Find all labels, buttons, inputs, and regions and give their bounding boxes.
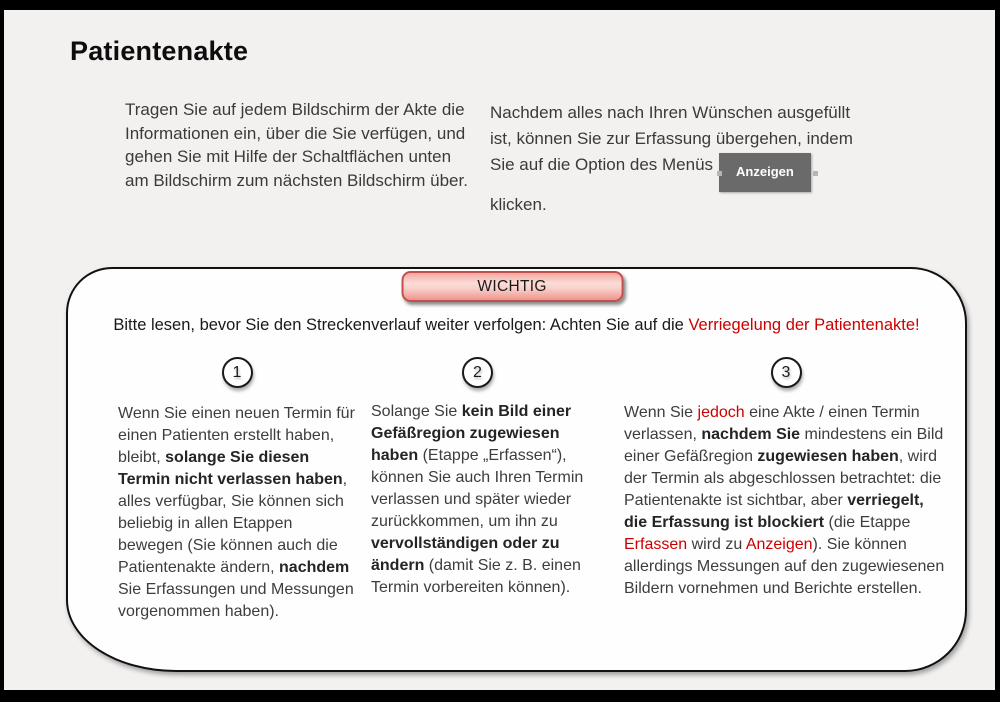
- step-number: 2: [473, 363, 482, 381]
- step-text: Wenn Sie jedoch eine Akte / einen Termin verlassen, nachdem Sie mindestens ein Bild einer Gefäßregion zugewiesen haben, wird der Termin als abgeschlossen betrachtet: die Patientenakte ist sichtbar, aber verriegelt, die Erfassung ist blockiert (die Etappe Erfassen wird zu Anzeigen). Sie können allerdings Messungen auf den zugewiesenen Bildern vornehmen und Berichte erstellen.: [624, 404, 945, 597]
- step-number-badge: [771, 357, 802, 388]
- step-number: 1: [232, 363, 242, 381]
- step-column-1: [118, 357, 356, 623]
- wichtig-badge-label: WICHTIG: [477, 277, 547, 295]
- step-text: Solange Sie kein Bild einer Gefäßregion zugewiesen haben (Etappe „Erfassen“), können Sie auch Ihren Termin verlassen und später wieder zurückkommen, um ihn zu vervollständigen oder zu ändern (damit Sie z. B. einen Termin vorbereiten können).: [371, 403, 584, 596]
- intro-right-text-after: klicken.: [490, 195, 547, 214]
- intro-paragraph-right: [490, 100, 870, 218]
- step-column-3: [624, 357, 948, 600]
- step-number-badge: [222, 357, 253, 388]
- anzeigen-menu-button[interactable]: [719, 153, 811, 192]
- step-column-2: [371, 357, 584, 599]
- notice-line: Bitte lesen, bevor Sie den Streckenverlauf weiter verfolgen: Achten Sie auf die Verriegelung der Patientenakte!: [113, 316, 920, 334]
- step-number-badge: [462, 357, 493, 388]
- step-number: 3: [781, 363, 791, 381]
- menu-bullet-icon: [813, 171, 818, 176]
- intro-paragraph-left: Tragen Sie auf jedem Bildschirm der Akte die Informationen ein, über die Sie verfügen, und gehen Sie mit Hilfe der Schaltflächen unten am Bildschirm zum nächsten Bildschirm über.: [125, 100, 468, 190]
- anzeigen-menu-button-label: Anzeigen: [736, 164, 794, 179]
- step-text: Wenn Sie einen neuen Termin für einen Patienten erstellt haben, bleibt, solange Sie diesen Termin nicht verlassen haben, alles verfügbar, Sie können sich beliebig in allen Etappen bewegen (Sie können auch die Patientenakte ändern, nachdem Sie Erfassungen und Messungen vorgenommen haben).: [118, 405, 355, 620]
- wichtig-badge: [401, 271, 623, 302]
- important-box: [66, 267, 967, 672]
- menu-bullet-icon: [717, 171, 722, 176]
- page-title: Patientenakte: [70, 36, 249, 66]
- intro-right-text-before: Nachdem alles nach Ihren Wünschen ausgefüllt ist, können Sie zur Erfassung übergehen, indem Sie auf die Option des Menüs: [490, 103, 853, 174]
